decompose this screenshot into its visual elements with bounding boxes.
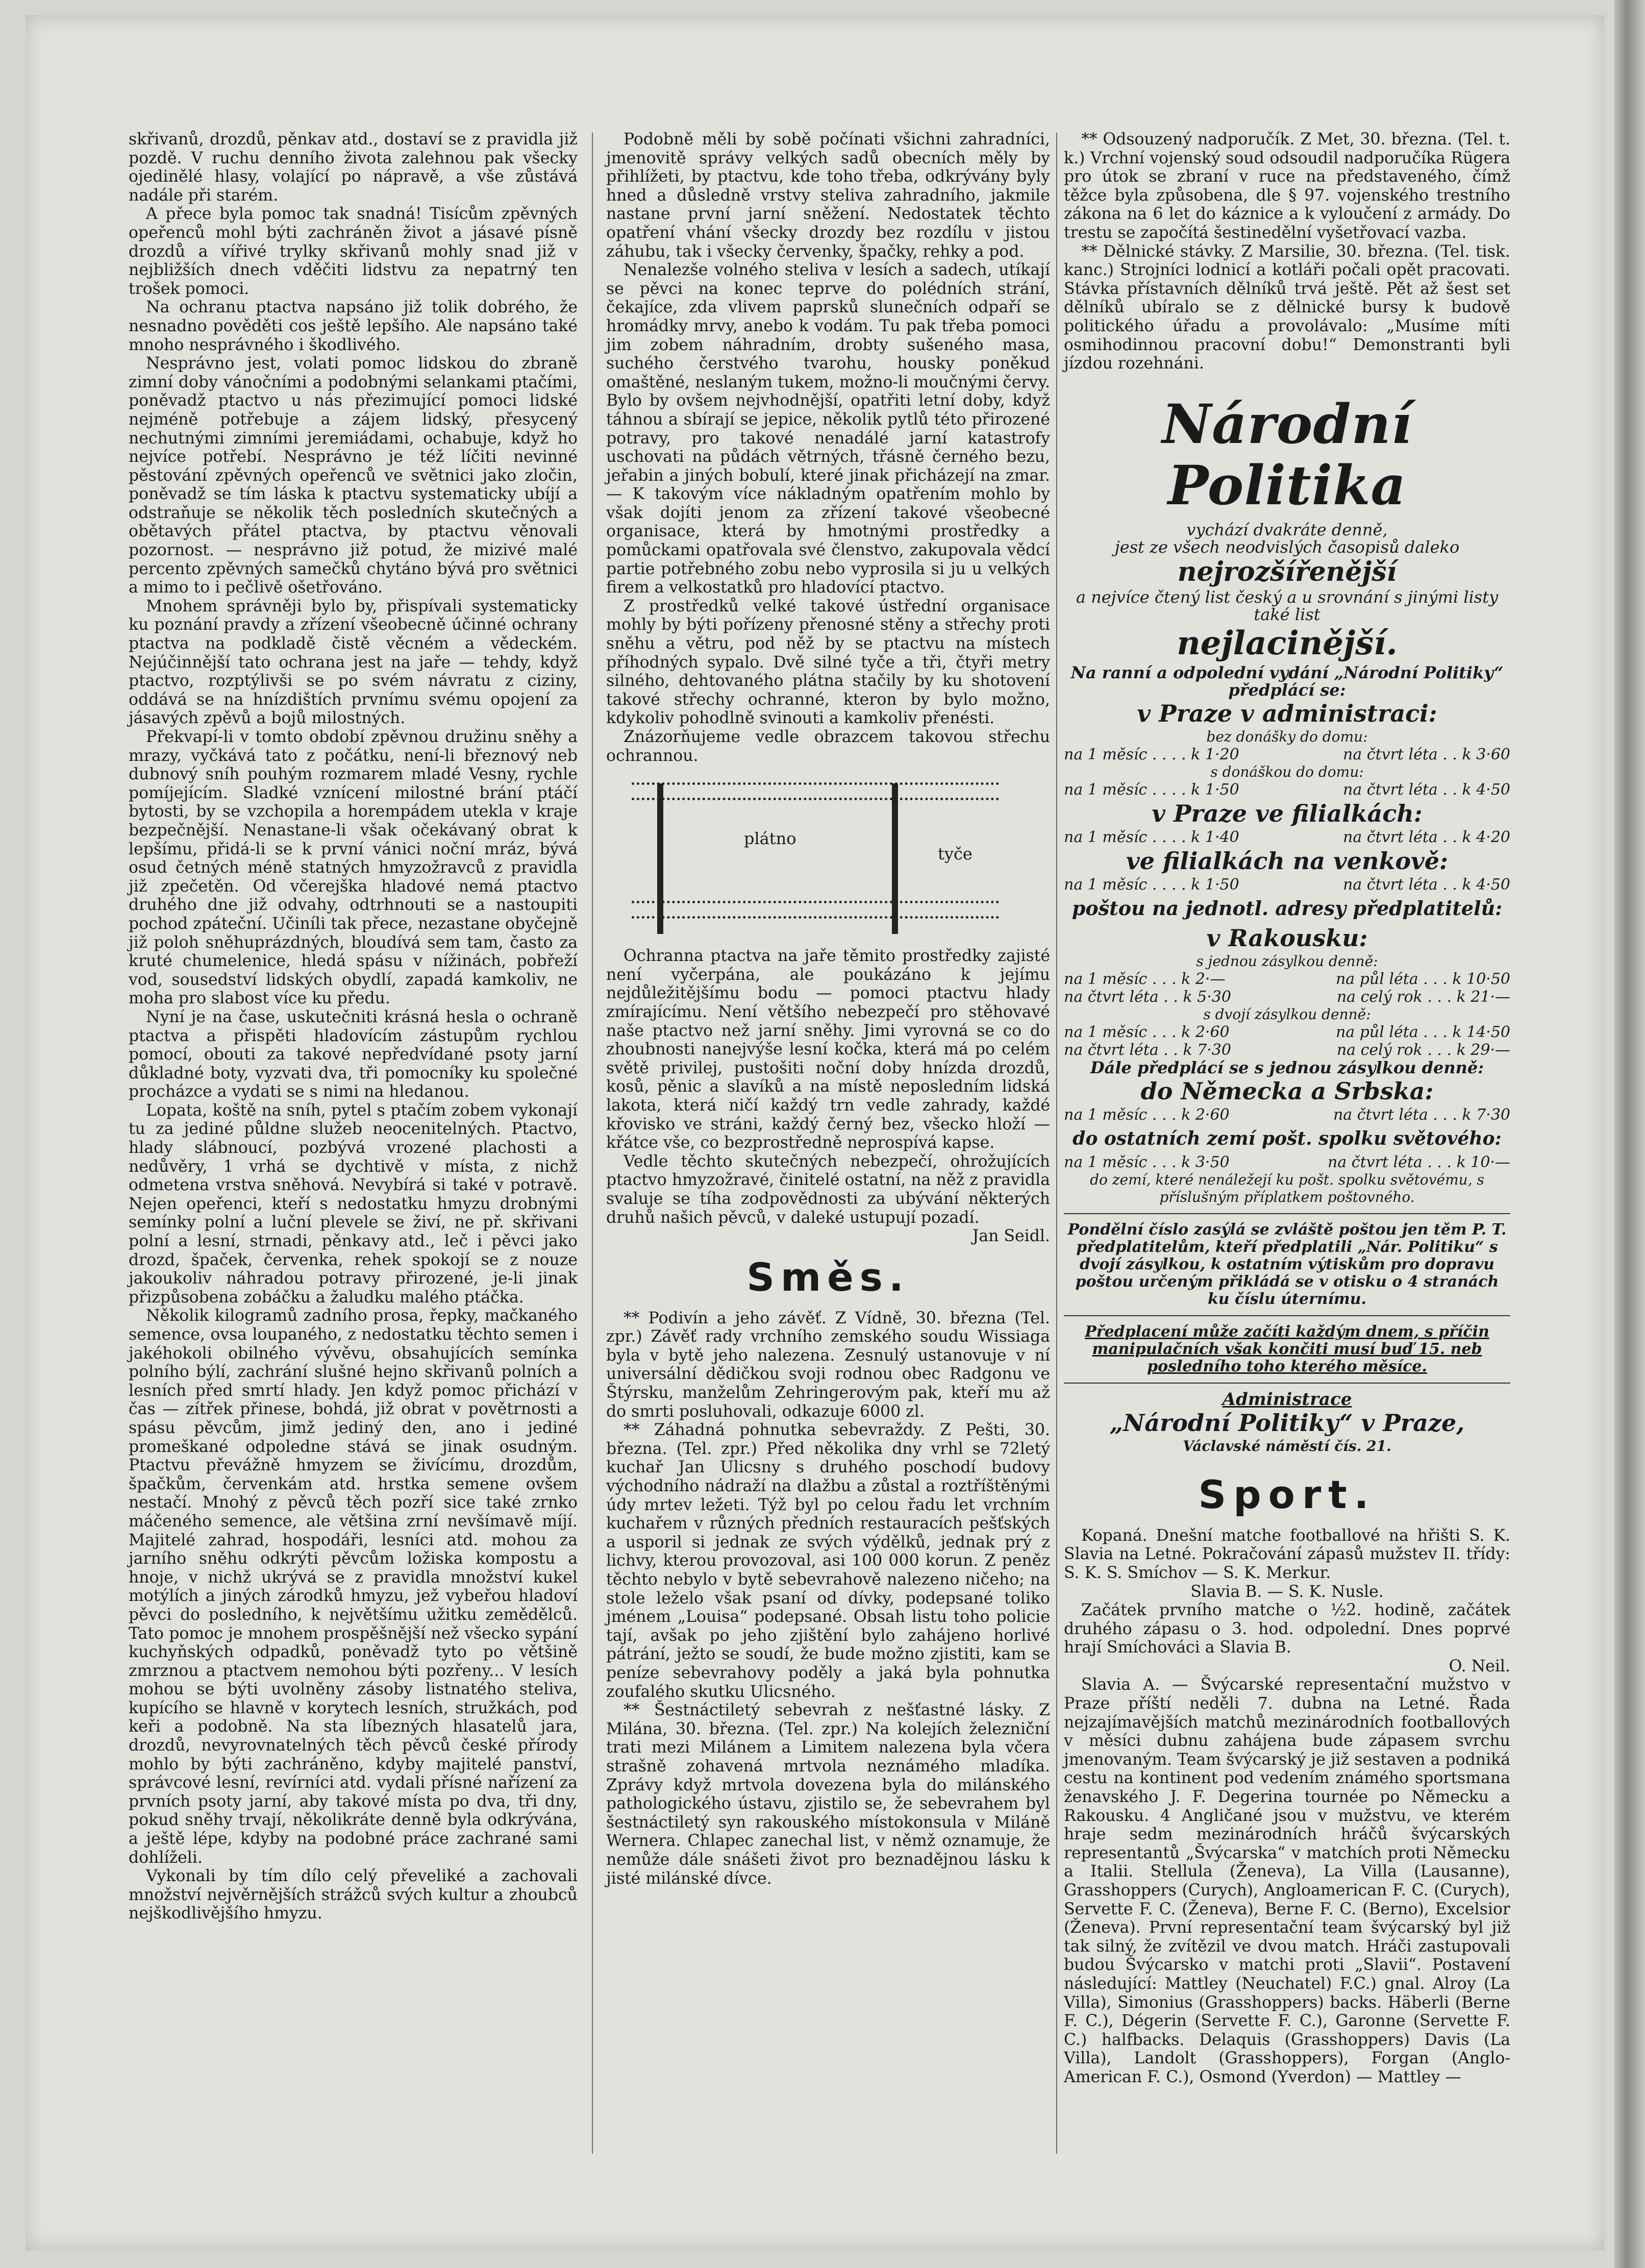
news-item: Kopaná. Dnešní matche footballové na hřišti S. K. Slavia na Letné. Pokračování zápasů mužstev II. třídy: S. K. S. Smíchov — S. K. Merkur.	[1064, 1526, 1510, 1582]
ad-line: Předplacení může začíti každým dnem, s příčin manipulačních však končiti musí buď 15. neb posledního toho kterého měsíce.	[1085, 1322, 1489, 1375]
section-heading-sport: Sport.	[1198, 1471, 1376, 1517]
price-row	[1064, 1106, 1510, 1124]
ad-admin-name: „Národní Politiky“ v Praze,	[1109, 1409, 1465, 1437]
article-paragraph: Vykonali by tím dílo celý převeliké a zachovali množství nejvěrnějších strážců svých kultur a zhoubců nejškodlivějšího hmyzu.	[129, 1867, 578, 1923]
price-row	[1064, 746, 1510, 763]
divider	[1064, 1383, 1510, 1384]
ad-subheading: v Rakousku:	[1206, 924, 1368, 952]
ad-line: do zemí, které nenáležejí ku pošt. spolku světovému, s příslušným příplatkem poštovného.	[1090, 1171, 1484, 1205]
price: na půl léta . . . k 14·50	[1335, 1023, 1510, 1041]
ad-line: vychází dvakráte denně,	[1186, 520, 1388, 539]
price: na čtvrt léta . . k 7·30	[1064, 1041, 1231, 1059]
column-rule	[592, 133, 593, 2154]
article-paragraph: Nenalezše volného steliva v lesích a sadech, utíkají se pěvci na konec teprve do polédních strání, čekajíce, zda vlivem paprsků slunečních odpaří se hromádky mrvy, anebo k vodám. Tu pak třeba pomoci jim zobem náhradním, drobty sušeného masa, suchého čerstvého tvarohu, housky poněkud omaštěné, neslaným tukem, možno-li moučnými červy. Bylo by ovšem nejvhodnější, opatřiti letní doby, když táhnou a sbírají se jepice, několik pytlů této přirozené potravy, pro takové nenadálé jarní katastrofy uschovati na půdách větrných, třásně černého bezu, jeřabin a jiných bobulí, které jinak přicházejí na zmar. — K takovým více nákladným opatřením mohlo by však dojíti jenom za zřízení takové všeobecné organisace, která by hmotnými prostředky a pomůckami opatřovala své členstvo, zakupovala vědcí partie potřebného zobu nebo vyprosila si ju u velkých firem a velkostatků pro hladovící ptactvo.	[606, 261, 1050, 597]
ad-sub: s donáškou do domu:	[1210, 763, 1364, 780]
article-paragraph: Ochranna ptactva na jaře těmito prostředky zajisté není vyčerpána, ale poukázáno k jejímu nejdůležitějšímu bodu — pomoci ptactvu hlady zmírajícímu. Není většího nebezpečí pro stěhovavé naše ptactvo než jarní sněhy. Jimi vyrovná se co do zhoubnosti nanejvýše lesní kočka, která má po celém světě privilej, pustošiti noční doby hnízda drozdů, kosů, pěnic a slavíků a na místě neposledním lidská lakota, která ničí každý trn vedle zahrady, každé křovisko ve stráni, každý černý bez, všecko hloží — křátce vše, co bezprostředně neprospívá kapse.	[606, 947, 1050, 1152]
news-item: ** Záhadná pohnutka sebevraždy. Z Pešti, 30. března. (Tel. zpr.) Před několika dny vrhl se 72letý kuchař Jan Ulicsny s druhého poschodí budovy východního nádraží na dlažbu a zůstal a roztříštěnými údy mrtev ležeti. Týž byl po celou řadu let vrchním kuchařem v různých předních restauracích pešťských a usporil si jednak ze svých výdělků, jednak prý z lichvy, kterou provozoval, asi 100 000 korun. Z peněz těchto nebylo v bytě sebevrahově nalezeno ničeho; na stole leželo však psaní od dívky, podepsané toliko jménem „Louisa“ podepsané. Obsah listu toho policie tají, avšak po jeho zjištění bylo zahájeno horlivé pátrání, ježto se soudí, že bude možno zjistiti, kam se peníze sebevrahovy poděly a jaká byla pohnutka zoufalého skutku Ulicsného.	[606, 1421, 1050, 1701]
news-item: ** Odsouzený nadporučík. Z Met, 30. března. (Tel. t. k.) Vrchní vojenský soud odsoudil nadporučíka Rügera pro útok se zbraní v ruce na představeného, čímž těžce byla způsobena, dle § 97. vojenského trestního zákona na 6 let do káznice a k vyloučení z armády. Do trestu se započítá šestinedělní vyšetřovací vazba.	[1064, 130, 1510, 242]
article-paragraph: A přece byla pomoc tak snadná! Tisícům zpěvných opeřenců mohl býti zachráněn život a jásavé písně drozdů a vířivé trylky skřivanů mohly snad již v nejbližších dnech vděčiti lidstvu za nepatrný ten trošek pomoci.	[129, 205, 578, 298]
article-paragraph: Z prostředků velké takové ústřední organisace mohly by býti pořízeny přenosné stěny a střechy proti sněhu a větru, pod něž by se ptactvu na místech příhodných sypalo. Dvě silné tyče a tři, čtyři metry silného, dehtovaného plátna stačily by ku shotovení takové střechy ochranné, kteron by bylo možno, kdykoliv pohodlně svinouti a kamkoliv přenésti.	[606, 597, 1050, 728]
ad-emphasis: nejlacinější.	[1177, 624, 1398, 662]
news-item: Slavia A. — Švýcarské representační mužstvo v Praze příští neděli 7. dubna na Letné. Řada nejzajímavějších matchů mezinárodních footballových v měsíci dubnu zahájena bude zápasem svrchu jmenovaným. Team švýcarský je již sestaven a podniká cestu na kontinent pod vedením známého sportsmana ženavského J. F. Degerina tournée po Německu a Rakousku. 4 Angličané jsou v mužstvu, ve kterém hraje sedm mezinárodních hráčů švýcarských representantů „Švýcarska“ v matchích proti Německu a Italii. Stellula (Ženeva), La Villa (Lausanne), Grasshoppers (Curych), Angloamerican F. C. (Curych), Servette F. C. (Ženeva), Berne F. C. (Berno), Excelsior (Ženeva). První representační team švýcarský byl již tak silný, že zvítězil ve dvou match. Hráči zastupovali budou Švýcarsko v matchi proti „Slavii“. Postavení následující: Mattley (Neuchatel) F.C.) gnal. Alroy (La Villa), Simonius (Grasshoppers) backs. Häberli (Berne F. C.), Dégerin (Servette F. C.), Garonne (Servette F. C.) halfbacks. Delaquis (Grasshoppers) Davis (La Villa), Landolt (Grasshoppers), Forgan (Anglo-American F. C.), Osmond (Yverdon) — Mattley —	[1064, 1675, 1510, 2086]
shelter-diagram	[621, 773, 1009, 936]
diagram-pole	[892, 783, 898, 934]
page-edge	[1614, 0, 1645, 2268]
ad-sub: s jednou zásylkou denně:	[1196, 952, 1378, 970]
article-paragraph: Na ochranu ptactva napsáno již tolik dobrého, že nesnadno pověděti cos ještě lepšího. Ale napsáno také mnoho nesprávného i škodlivého.	[129, 298, 578, 354]
price: na 1 měsíc . . . k 2·—	[1064, 970, 1226, 988]
ad-sub: bez donášky do domu:	[1206, 728, 1368, 745]
diagram-dotted-line	[632, 798, 999, 800]
article-paragraph: Znázorňujeme vedle obrazcem takovou střechu ochrannou.	[606, 728, 1050, 765]
price-row	[1064, 1041, 1510, 1059]
news-signature: O. Neil.	[1449, 1657, 1510, 1675]
price: na čtvrt léta . . k 3·60	[1343, 745, 1510, 763]
ad-subheading: do ostatních zemí pošt. spolku světového:	[1073, 1127, 1502, 1149]
price-row	[1064, 781, 1510, 799]
news-item: ** Šestnáctiletý sebevrah z nešťastné lásky. Z Milána, 30. března. (Tel. zpr.) Na kolejích železniční trati mezi Milánem a Limitem nalezena byla včera strašně zohavená mrtvola neznámého mladíka. Zprávy když mrtvola dovezena byla do milánského pathologického ústavu, zjistilo se, že sebevrahem byl šestnáctiletý syn rakouského místokonsula v Miláně Wernera. Chlapec zanechal list, v němž oznamuje, že nemůže dále snášeti život pro beznadějnou lásku k jisté milánské dívce.	[606, 1701, 1050, 1888]
diagram-dotted-line	[632, 916, 999, 919]
price-row	[1064, 828, 1510, 846]
ad-title: Národní Politika	[1162, 391, 1412, 517]
article-paragraph: Podobně měli by sobě počínati všichni zahradníci, jmenovitě správy velkých sadů obecních měly by přihlížeti, by ptactvu, kde toho třeba, odkrývány byly hned a důsledně vrstvy steliva zahradního, jakmile nastane první jarní sněžení. Nedostatek těchto opatření vhání všecky drozdy bez rozdílu v jistou záhubu, tak i všecky červenky, špačky, rehky a pod.	[606, 130, 1050, 261]
article-paragraph: Vedle těchto skutečných nebezpečí, ohrožujících ptactvo hmyzožravé, činitelé ostatní, na něž z pravidla svaluje se tíha zodpovědnosti za ubývání některých druhů našich pěvců, v daleké ustupují pozadí.	[606, 1152, 1050, 1227]
advertisement	[1064, 393, 1510, 1455]
price: na čtvrt léta . . k 4·20	[1343, 828, 1510, 846]
price: na 1 měsíc . . . k 2·60	[1064, 1023, 1230, 1041]
price-row	[1064, 988, 1510, 1006]
news-item: Slavia B. — S. K. Nusle.	[1190, 1582, 1384, 1601]
ad-admin: Administrace	[1222, 1389, 1352, 1410]
article-paragraph: Lopata, koště na sníh, pytel s ptačím zobem vykonají tu za jediné půldne služeb neocenitelných. Ptactvo, hlady slábnoucí, pozbývá vrozené plachosti a nedůvěry, 1 vrhá se dychtivě v místa, z nichž odmetena vrstva sněhová. Nevybírá si také v potravě. Nejen opeřenci, kteří s nedostatku hmyzu drobnými semínky polní a luční plevele se živí, ne př. skřivani polní a lesní, strnadi, pěnkavy atd., leč i pěvci jako drozd, špaček, červenka, rehek spokojí se z nouze jakoukoliv náhradou potravy přirozené, je-li jinak přizpůsobena zobáčku a žaludku malého ptáčka.	[129, 1101, 578, 1306]
price: na 1 měsíc . . . k 2·60	[1064, 1105, 1230, 1124]
divider	[1064, 1315, 1510, 1316]
column-1	[129, 130, 578, 1923]
article-paragraph: Několik kilogramů zadního prosa, řepky, mačkaného semence, ovsa loupaného, z nedostatku těchto semen i jakéhokoli obilného vývěvu, obsahujících semínka polního býlí, zachrání slušné hejno skřivanů polních a lesních před smrtí hlady. Jen když pomoc přichází v čas — zítřek přinese, bohdá, již obrat v povětrnosti a spásu pěvcům, jimž jediný den, ano i jediné promeškané odpoledne stává se jinak osudným. Ptactvu převážně hmyzem se živícímu, drozdům, špačkům, červenkám atd. hrstka semene ovšem nestačí. Mnohý z pěvců těch pozří sice také zrnko máčeného semence, ale většina zrní nevšímavě míjí. Majitelé zahrad, hospodáři, lesníci atd. mohou za jarního sněhu odkrýti pěvcům ložiska kompostu a hnoje, v nichž ukrývá se z pravidla množství kukel motýlích a jiných zárodků hmyzu, jež vybeřou hladoví pěvci do posledního, k největšímu užitku zemědělců. Tato pomoc je mnohem prospěšnější než všecko sypání kuchyňských odpadků, poněvadž tyto po většině zmrznou a ptactvem nemohou býti pozřeny... V lesích mohou se býti uvolněny zásoby listnatého steliva, kupícího se hlavně v korytech lesních, stružkách, pod keři a podobně. Na sta líbezných hlasatelů jara, drozdů, nevyrovnatelných těch pěvců české přírody mohlo by býti zachráněno, kdyby majitelé panství, správcové lesní, revírníci atd. vydali přísné nařízení za prvních psoty jarní, aby takové místa po dva, tři dny, pokud sněhy trvají, několikráte denně byla odkrývána, a ještě lépe, kdyby na podobné práce zachrané sami dohlíželi.	[129, 1306, 578, 1867]
ad-emphasis: nejrozšířenější	[1177, 556, 1397, 587]
price-row	[1064, 1153, 1510, 1171]
article-paragraph: Nesprávno jest, volati pomoc lidskou do zbraně zimní doby vánočními a podobnými selankami ptačími, poněvadž ptactvo u nás přezimující pomoci lidské nejméně potřebuje a zájem lidský, přesycený nechutnými zimními jeremiádami, ochabuje, když ho nejvíce potřebí. Nesprávno je též líčiti nevinné pěstování zpěvných opeřenců ve světnici jako zločin, poněvadž se tím láska k ptactvu systematicky ubíjí a odstraňuje se několik těch posledních skutečných a obětavých přátel ptactva, by ptactvu věnovali pozornost. — nesprávno již potud, že mizivé malé percento zpěvných samečků chytáno bývá pro světnici a mimo to i pečlivě ošetřováno.	[129, 354, 578, 597]
ad-line: Dále předplácí se s jednou zásylkou denně:	[1090, 1057, 1484, 1077]
diagram-pole	[657, 783, 663, 934]
price: na 1 měsíc . . . . k 1·20	[1064, 745, 1239, 763]
article-signature: Jan Seidl.	[972, 1227, 1050, 1246]
price: na celý rok . . . k 29·—	[1336, 1041, 1510, 1059]
ad-line: Pondělní číslo zasýlá se zvláště poštou jen těm P. T. předplatitelům, kteří předplatili „Nár. Politiku“ s dvojí zásylkou, k ostatním výtiskům pro dopravu poštou určeným přikládá se v otisku o 4 stranách ku číslu úternímu.	[1067, 1220, 1507, 1308]
article-paragraph: Nyní je na čase, uskutečniti krásná hesla o ochraně ptactva a přispěti hladovícím zástupům rychlou pomocí, obouti za takové nepředvídané psoty jarní důkladné boty, vyzvati dva, tři pomocníky ku společné procházce a vydati se s nimi na hledanou.	[129, 1007, 578, 1101]
diagram-label-canvas: plátno	[744, 829, 796, 849]
ad-line: Na ranní a odpolední vydání „Národní Politiky“ předplácí se:	[1070, 662, 1504, 700]
ad-subheading: v Praze v administraci:	[1137, 699, 1437, 727]
news-item: Začátek prvního matche o ½2. hodině, začátek druhého zápasu o 3. hod. odpolední. Dnes poprvé hrají Smíchováci a Slavia B.	[1064, 1601, 1510, 1657]
price: na 1 měsíc . . . k 3·50	[1064, 1153, 1230, 1171]
price-row	[1064, 1023, 1510, 1041]
article-paragraph: Mnohem správněji bylo by, přispívali systematicky ku poznání pravdy a zřízení všeobecně účinné ochrany ptactva na podkladě čistě věcném a vědeckém. Nejúčinnější tato ochrana jest na jaře — tehdy, když ptactvo, rozptýlivši se po svém návratu z ciziny, oddává se na hnízdištích prvnímu svému opojení za jásavých zpěvů a bojů milostných.	[129, 597, 578, 728]
price: na čtvrt léta . . . k 7·30	[1333, 1105, 1510, 1124]
ad-subheading: v Praze ve filialkách:	[1152, 799, 1423, 827]
diagram-dotted-line	[632, 782, 999, 785]
price: na čtvrt léta . . k 4·50	[1343, 780, 1510, 799]
ad-subheading: ve filialkách na venkově:	[1126, 847, 1449, 875]
ad-sub: s dvojí zásylkou denně:	[1203, 1005, 1371, 1023]
price: na půl léta . . . k 10·50	[1335, 970, 1510, 988]
news-item: ** Podivín a jeho závěť. Z Vídně, 30. března (Tel. zpr.) Závěť rady vrchního zemského soudu Wissiaga byla v bytě jeho nalezena. Zesnulý ustanovuje v ní universální dědičkou svoji rodnou obec Radgonu ve Štýrsku, manželům Zehringerovým pak, kteří mu až do smrti posluhovali, odkazuje 6000 zl.	[606, 1309, 1050, 1421]
diagram-dotted-line	[632, 901, 999, 903]
price: na 1 měsíc . . . . k 1·50	[1064, 780, 1239, 799]
column-3	[1064, 130, 1510, 2087]
price: na 1 měsíc . . . . k 1·50	[1064, 875, 1239, 894]
section-heading-smes: Směs.	[746, 1254, 910, 1300]
ad-line: jest ze všech neodvislých časopisů daleko	[1114, 537, 1460, 557]
ad-line: a nejvíce čtený list český a u srovnání s jinými listy také list	[1076, 587, 1499, 624]
column-2	[606, 130, 1050, 1888]
price-row	[1064, 970, 1510, 988]
article-paragraph: Překvapí-li v tomto období zpěvnou družinu sněhy a mrazy, vyčkává tato z počátku, není-li březnový neb dubnový sníh pouhým rozmarem mladé Vesny, rychle pomíjejícím. Sladké vznícení milostné brání ptáčí bytosti, by se vzchopila a horempádem utekla v kraje bezpečnější. Nenastane-li však očekávaný obrat k lepšímu, přidá-li se k první vánici noční mráz, bývá osud četných méně statných hmyzožravců z pravidla již zpečetěn. Od včerejška hladové nemá ptactvo druhého dne již odvahy, odtrhnouti se a nastoupiti pochod zpáteční. Učiníli tak přece, nezastane obyčejně již poloh sněhuprázdných, bloudívá sem tam, často za kruté chumelenice, hledá spásu v nížinách, pobřeží vod, sousedství lidských obydlí, zapadá kamkoliv, ne moha pro slabost více ku předu.	[129, 728, 578, 1008]
divider	[1064, 1213, 1510, 1214]
news-item: ** Dělnické stávky. Z Marsilie, 30. března. (Tel. tisk. kanc.) Strojníci lodnicí a kotláři počali opět pracovati. Stávka přístavních dělníků trvá ještě. Pět až šest set dělníků ubíralo se z dělnické bursy k budově politického úřadu a provolávalo: „Musíme míti osmihodinnou pracovní dobu!“ Demonstranti byli jízdou rozehnáni.	[1064, 242, 1510, 373]
price: na čtvrt léta . . k 4·50	[1343, 875, 1510, 894]
price: na čtvrt léta . . k 5·30	[1064, 988, 1231, 1006]
price: na 1 měsíc . . . . k 1·40	[1064, 828, 1239, 846]
price-row	[1064, 876, 1510, 894]
price: na celý rok . . . k 21·—	[1336, 988, 1510, 1006]
diagram-label-poles: tyče	[938, 844, 973, 864]
ad-subheading: poštou na jednotl. adresy předplatitelů:	[1071, 896, 1503, 920]
price: na čtvrt léta . . . k 10·—	[1328, 1153, 1510, 1171]
article-paragraph: skřivanů, drozdů, pěnkav atd., dostaví se z pravidla již pozdě. V ruchu denního života zalehnou pak všecky ojedinělé hlasy, volající po nápravě, a vše zůstává nadále při starém.	[129, 130, 578, 205]
ad-admin-address: Václavské náměstí čís. 21.	[1183, 1437, 1391, 1455]
column-rule	[1056, 133, 1057, 2154]
ad-subheading: do Německa a Srbska:	[1140, 1077, 1434, 1105]
